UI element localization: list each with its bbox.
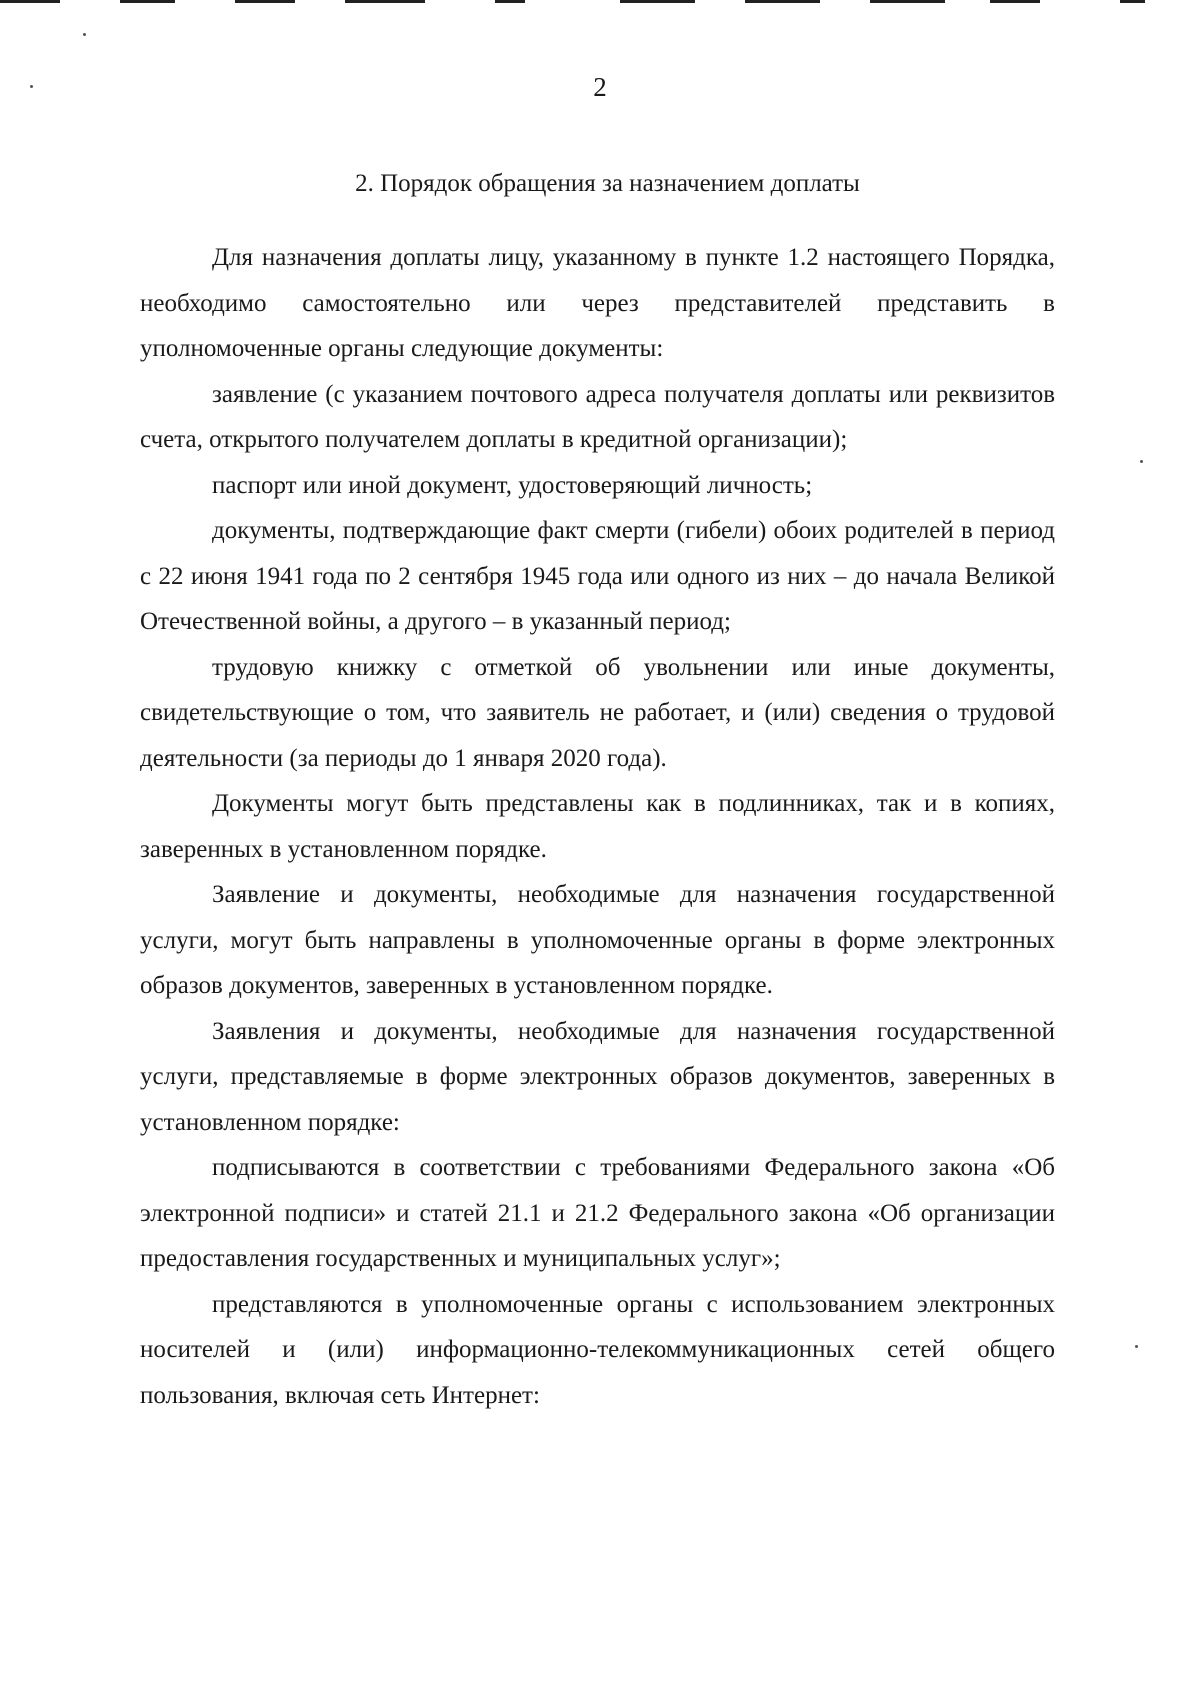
paragraph: заявление (с указанием почтового адреса получателя доплаты или реквизитов счета, открытого получателем доплаты в кредитной организации);	[140, 380, 1055, 453]
paragraph: Заявления и документы, необходимые для назначения государственной услуги, представляемые в форме электронных образов документов, заверенных в установленном порядке:	[140, 1017, 1055, 1136]
paragraph: Документы могут быть представлены как в подлинниках, так и в копиях, заверенных в установленном порядке.	[140, 790, 1055, 863]
scan-speck	[83, 33, 86, 36]
paragraph: представляются в уполномоченные органы с использованием электронных носителей и (или) информационно-телекоммуникационных сетей общего пользования, включая сеть Интернет:	[140, 1290, 1055, 1409]
paragraph: Для назначения доплаты лицу, указанному в пункте 1.2 настоящего Порядка, необходимо самостоятельно или через представителей представить в уполномоченные органы следующие документы:	[140, 244, 1055, 362]
paragraph: Заявление и документы, необходимые для назначения государственной услуги, могут быть направлены в уполномоченные органы в форме электронных образов документов, заверенных в установленном порядке.	[140, 881, 1055, 999]
paragraph: паспорт или иной документ, удостоверяющий личность;	[212, 471, 813, 499]
section-heading: 2. Порядок обращения за назначением доплаты	[355, 170, 860, 197]
scan-speck	[1135, 1345, 1138, 1348]
scan-speck	[1140, 460, 1143, 463]
paragraph: подписываются в соответствии с требованиями Федерального закона «Об электронной подписи» и статей 21.1 и 21.2 Федерального закона «Об организации предоставления государственных и муниципальных услуг»;	[140, 1154, 1055, 1272]
page-number: 2	[593, 72, 607, 102]
paragraph: документы, подтверждающие факт смерти (гибели) обоих родителей в период с 22 июня 1941 года по 2 сентября 1945 года или одного из них – до начала Великой Отечественной войны, а другого – в указанный период;	[140, 517, 1055, 635]
paragraph: трудовую книжку с отметкой об увольнении или иные документы, свидетельствующие о том, что заявитель не работает, и (или) сведения о трудовой деятельности (за периоды до 1 января 2020 года).	[140, 653, 1055, 772]
document-body	[140, 235, 1055, 1418]
scan-edge-artifacts	[0, 0, 1200, 8]
